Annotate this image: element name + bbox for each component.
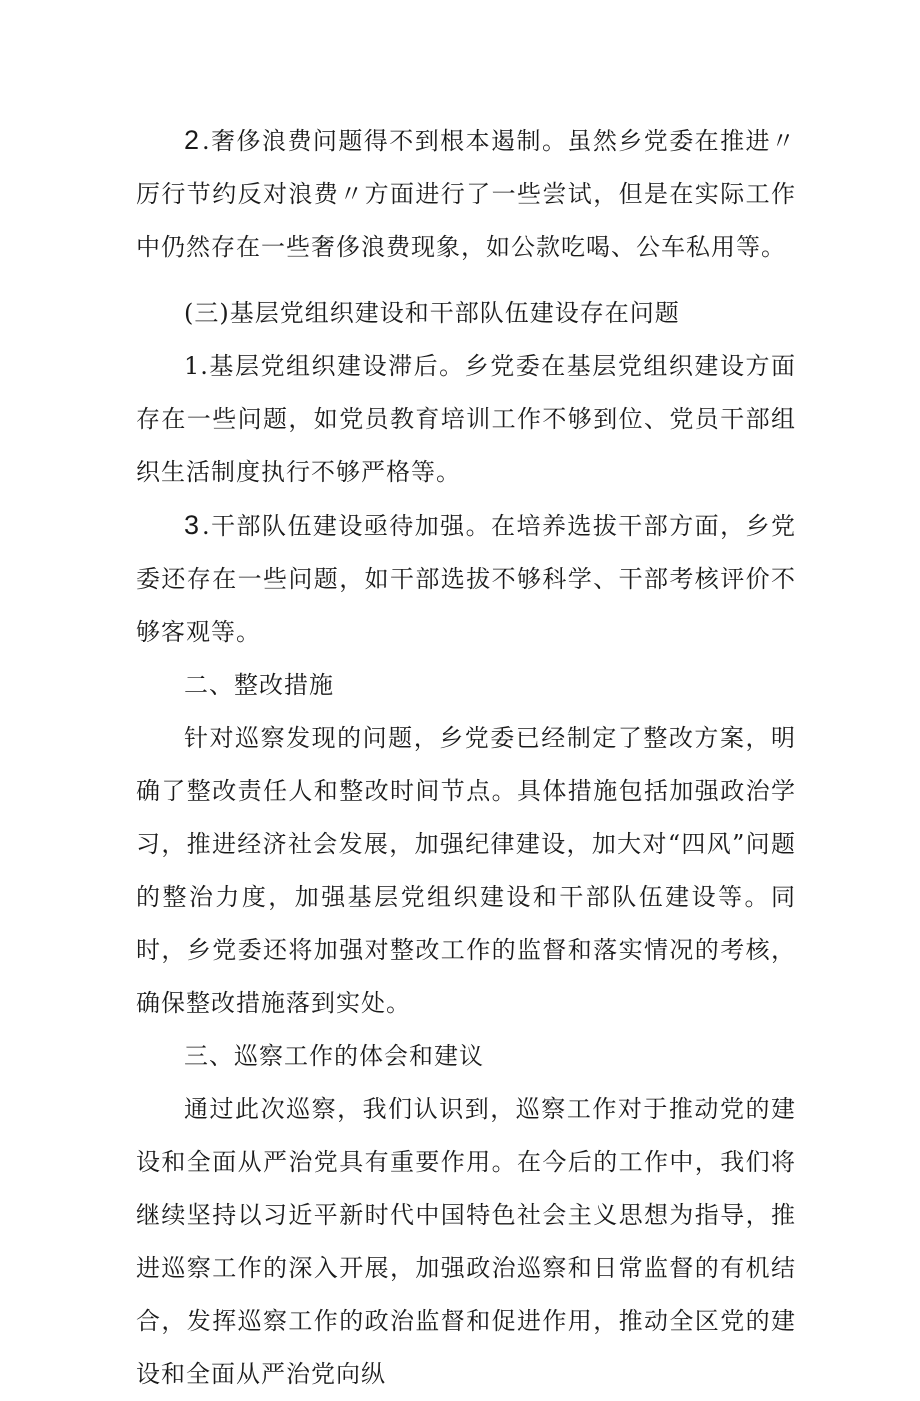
heading-rectification-measures: 二、整改措施 (184, 671, 334, 699)
section-heading-grassroots: (三)基层党组织建设和干部队伍建设存在问题 (184, 299, 680, 327)
paragraph-experience: 通过此次巡察，我们认识到，巡察工作对于推动党的建设和全面从严治党具有重要作用。在今后的工作中，我们将继续坚持以习近平新时代中国特色社会主义思想为指导，推进巡察工作的深入开展，加强政治巡察和日常监督的有机结合，发挥巡察工作的政治监督和促进作用，推动全区党的建设和全面从严治党向纵 (136, 1095, 796, 1388)
paragraph-grassroots-org: 1.基层党组织建设滞后。乡党委在基层党组织建设方面存在一些问题，如党员教育培训工作不够到位、党员干部组织生活制度执行不够严格等。 (136, 352, 796, 486)
paragraph-cadre-team (136, 499, 796, 659)
heading-experience-suggestions: 三、巡察工作的体会和建议 (184, 1042, 484, 1070)
paragraph-text: .奢侈浪费问题得不到根本遏制。虽然乡党委在推进〃厉行节约反对浪费〃方面进行了一些尝试，但是在实际工作中仍然存在一些奢侈浪费现象，如公款吃喝、公车私用等。 (136, 127, 796, 261)
paragraph-extravagance (136, 114, 796, 274)
paragraph-rectification: 针对巡察发现的问题，乡党委已经制定了整改方案，明确了整改责任人和整改时间节点。具体措施包括加强政治学习，推进经济社会发展，加强纪律建设，加大对“四风”问题的整治力度，加强基层党组织建设和干部队伍建设等。同时，乡党委还将加强对整改工作的监督和落实情况的考核，确保整改措施落到实处。 (136, 724, 796, 1017)
item-number: 2 (184, 125, 203, 155)
document-body (136, 114, 796, 1401)
item-number: 3 (184, 510, 203, 540)
paragraph-text: .干部队伍建设亟待加强。在培养选拔干部方面，乡党委还存在一些问题，如干部选拔不够科学、干部考核评价不够客观等。 (136, 512, 796, 646)
